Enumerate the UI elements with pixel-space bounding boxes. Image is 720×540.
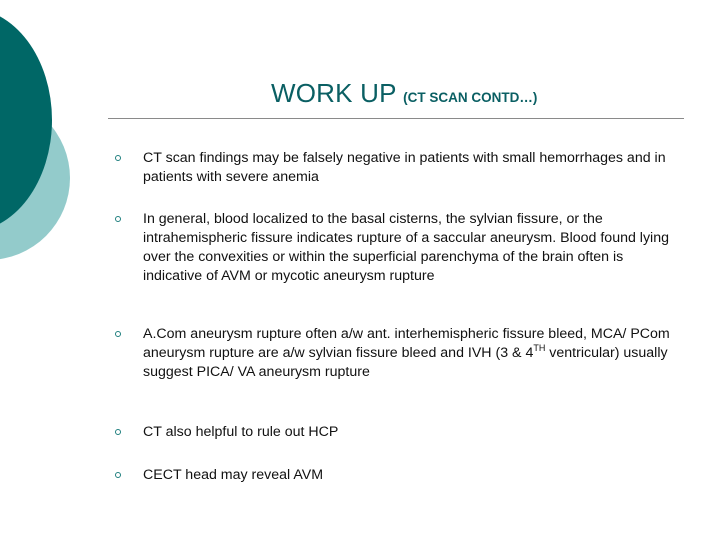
title-subtitle: (CT SCAN CONTD…) — [403, 90, 538, 105]
slide-title — [271, 78, 537, 109]
bullet-text: CECT head may reveal AVM — [143, 467, 324, 483]
bullet-superscript: TH — [533, 343, 546, 353]
bullet-marker-icon — [115, 155, 121, 161]
bullet-marker-icon — [115, 429, 121, 435]
bullet-text-part: A.Com aneurysm rupture often a/w ant. interhemispheric fissure bleed, MCA/ PCom aneurysm rupture are a/w sylvian fissure bleed and IVH (3 & 4 — [143, 326, 670, 361]
title-divider — [108, 118, 684, 119]
bullet-text-part: ventricular) usually suggest PICA/ VA aneurysm rupture — [143, 345, 668, 380]
bullet-marker-icon — [115, 472, 121, 478]
bullet-text — [143, 325, 678, 382]
bullet-text: CT also helpful to rule out HCP — [143, 424, 339, 440]
bullet-text: CT scan findings may be falsely negative in patients with small hemorrhages and in patients with severe anemia — [143, 150, 666, 185]
bullet-text: In general, blood localized to the basal cisterns, the sylvian fissure, or the intrahemispheric fissure indicates rupture of a saccular aneurysm. Blood found lying over the convexities or within the superficial parenchyma of the brain often is indicative of AVM or mycotic aneurysm rupture — [143, 211, 669, 284]
bullet-marker-icon — [115, 216, 121, 222]
title-main: WORK UP — [271, 78, 397, 108]
bullet-marker-icon — [115, 331, 121, 337]
